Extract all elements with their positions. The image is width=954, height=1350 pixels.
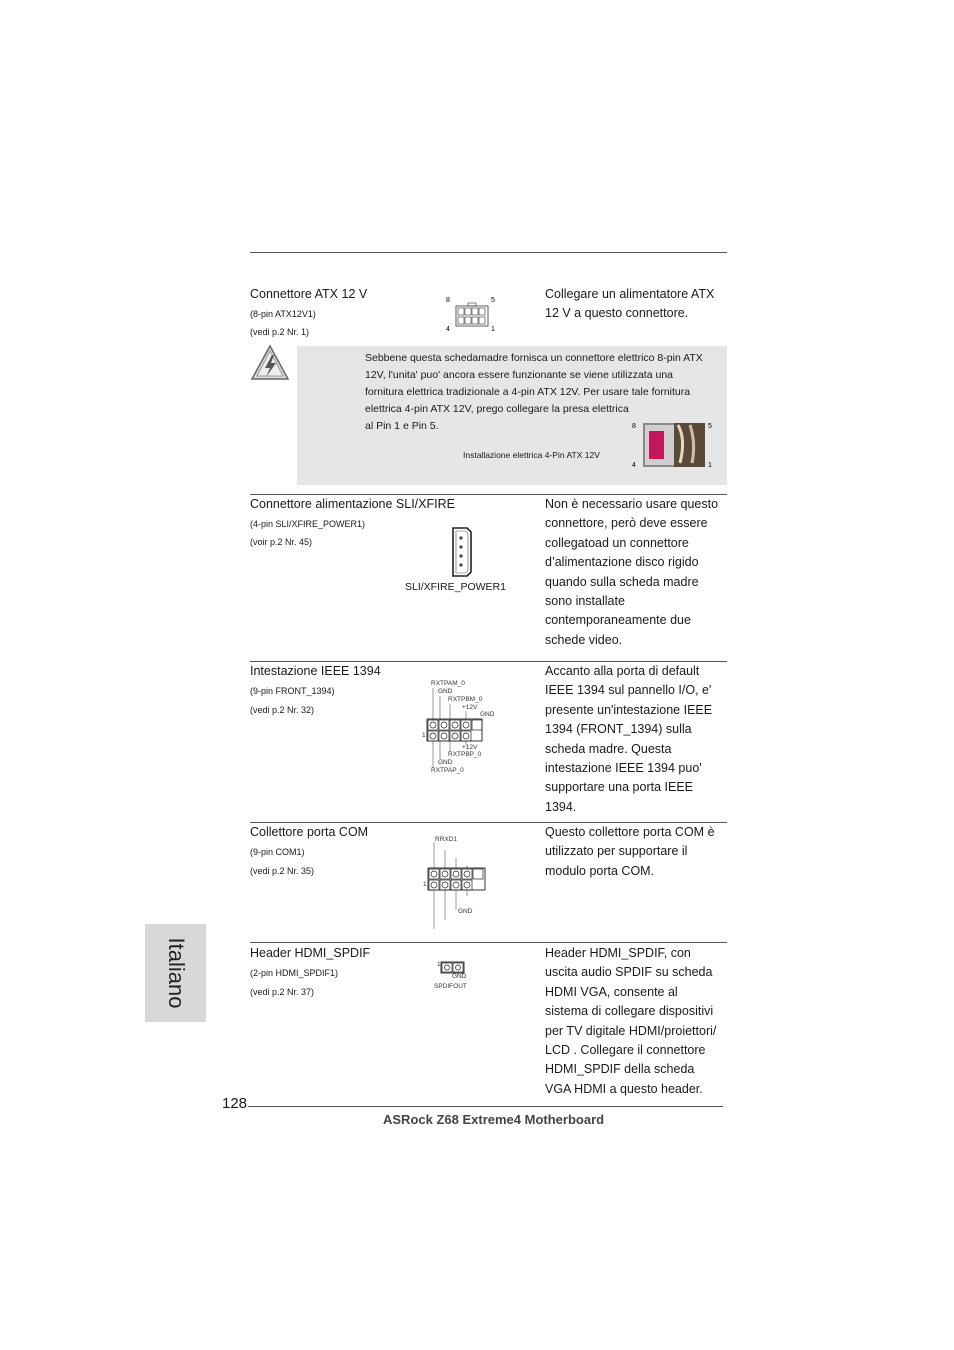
sli-desc-line: sono installate <box>545 594 625 609</box>
top-rule <box>250 252 727 253</box>
ieee-desc-line: scheda madre. Questa <box>545 741 672 756</box>
atx-4pin-photo <box>630 419 716 471</box>
ieee-label: RXTPBM_0 <box>448 696 483 703</box>
ieee-label: RXTPBP_0 <box>448 751 482 758</box>
hdmi-pin1: 1 <box>437 961 441 968</box>
ieee-label: +12V <box>462 704 478 711</box>
ieee-label: RXTPAM_0 <box>431 680 465 687</box>
hdmi-ref: (vedi p.2 Nr. 37) <box>250 987 315 997</box>
com-pin: (9-pin COM1) <box>250 847 305 857</box>
hdmi-desc-line: HDMI VGA, consente al <box>545 984 678 999</box>
atx-connector-diagram <box>444 293 504 335</box>
ieee-label: GND <box>438 688 453 695</box>
sli-connector-label: SLI/XFIRE_POWER1 <box>405 581 506 593</box>
sli-pin: (4-pin SLI/XFIRE_POWER1) <box>250 519 366 529</box>
com-desc-line: utilizzato per supportare il <box>545 844 688 859</box>
hdmi-pin: (2-pin HDMI_SPDIF1) <box>250 968 339 978</box>
ieee-desc-line: Accanto alla porta di default <box>545 664 700 678</box>
com-label: RRXD1 <box>435 836 458 843</box>
com-description <box>545 823 715 881</box>
footer-rule <box>248 1106 723 1107</box>
hdmi-header-diagram <box>434 958 474 994</box>
ieee-header-diagram <box>420 680 500 778</box>
sli-desc-line: contemporaneamente due <box>545 613 691 628</box>
sli-title: Connettore alimentazione SLI/XFIRE <box>250 497 455 511</box>
ieee-ref: (vedi p.2 Nr. 32) <box>250 705 315 715</box>
ieee-pin-grid <box>420 680 500 778</box>
note-caption: Installazione elettrica 4-Pin ATX 12V <box>463 450 600 460</box>
ieee-desc-line: 1394. <box>545 799 577 814</box>
photo-pin-1: 1 <box>708 462 712 469</box>
atx-ref: (vedi p.2 Nr. 1) <box>250 327 310 337</box>
atx-description <box>545 285 714 324</box>
atx-desc-line: 12 V a questo connettore. <box>545 306 689 321</box>
hdmi-desc-line: sistema di collegare dispositivi <box>545 1004 714 1019</box>
sli-desc-line: d’alimentazione disco rigido <box>545 555 699 570</box>
ieee-desc-line: 1394 (FRONT_1394) sulla <box>545 722 692 737</box>
atx-title: Connettore ATX 12 V <box>250 287 368 301</box>
atx-pin: (8-pin ATX12V1) <box>250 309 316 319</box>
hdmi-label: SPDIFOUT <box>434 983 467 990</box>
sli-description <box>545 495 718 650</box>
com-label: GND <box>458 908 473 915</box>
hdmi-pin-grid <box>434 958 474 978</box>
sli-desc-line: quando sulla scheda madre <box>545 574 699 589</box>
sli-desc-line: connettore, però deve essere <box>545 516 708 531</box>
com-ref: (vedi p.2 Nr. 35) <box>250 866 315 876</box>
ieee-label: GND <box>480 711 495 718</box>
atx-pin-8: 8 <box>446 297 450 304</box>
hdmi-desc-line: uscita audio SPDIF su scheda <box>545 965 713 980</box>
hdmi-label: GND <box>452 973 467 980</box>
ieee-title: Intestazione IEEE 1394 <box>250 664 381 678</box>
ieee-pin: (9-pin FRONT_1394) <box>250 686 335 696</box>
ieee-label: RXTPAP_0 <box>431 767 464 774</box>
hdmi-desc-line: HDMI_SPDIF della scheda <box>545 1062 695 1077</box>
note-line: fornitura elettrica tradizionale a 4-pin ATX 12V. Per usare tale fornitura <box>365 386 691 398</box>
ieee-label: GND <box>438 759 453 766</box>
com-title: Collettore porta COM <box>250 825 369 839</box>
sli-ref: (voir p.2 Nr. 45) <box>250 537 313 547</box>
atx-pin-5: 5 <box>491 297 495 304</box>
com-header-diagram <box>420 836 505 936</box>
hdmi-description <box>545 944 716 1099</box>
page-number: 128 <box>222 1095 248 1112</box>
photo-pin-4: 4 <box>632 462 636 469</box>
warning-icon <box>250 344 290 382</box>
com-pin-grid <box>420 836 505 936</box>
hdmi-desc-line: per TV digitale HDMI/proiettori/ <box>545 1023 717 1038</box>
language-tab <box>145 924 206 1022</box>
com-desc-line: modulo porta COM. <box>545 863 655 878</box>
sli-connector-diagram <box>450 526 474 578</box>
atx-pin-1: 1 <box>491 326 495 333</box>
sli-desc-line: collegatoad un connettore <box>545 535 689 550</box>
note-line: elettrica 4-pin ATX 12V, prego collegare la presa elettrica <box>365 403 629 415</box>
photo-pin-8: 8 <box>632 423 636 430</box>
atx-desc-line: Collegare un alimentatore ATX <box>545 287 715 301</box>
divider <box>250 942 727 943</box>
ieee-pin1: 1 <box>422 732 426 739</box>
ieee-label: +12V <box>462 744 478 751</box>
com-pin1: 1 <box>423 881 427 888</box>
ieee-desc-line: presente un'intestazione IEEE <box>545 702 713 717</box>
ieee-desc-line: intestazione IEEE 1394 puo' <box>545 761 702 776</box>
note-line: Sebbene questa schedamadre fornisca un connettore elettrico 8-pin ATX <box>365 352 703 364</box>
sli-desc-line: schede video. <box>545 632 623 647</box>
atx-pin-4: 4 <box>446 326 450 333</box>
hdmi-title: Header HDMI_SPDIF <box>250 946 371 960</box>
note-line: 12V, l'unita' puo' ancora essere funzionante se viene utilizzata una <box>365 369 674 381</box>
ieee-desc-line: IEEE 1394 sul pannello I/O, e' <box>545 683 712 698</box>
hdmi-desc-line: LCD . Collegare il connettore <box>545 1043 706 1058</box>
photo-pin-5: 5 <box>708 423 712 430</box>
sli-desc-line: Non è necessario usare questo <box>545 497 719 511</box>
language-tab-label: Italiano <box>163 937 189 1009</box>
ieee-description <box>545 662 712 817</box>
footer-brand: ASRock Z68 Extreme4 Motherboard <box>383 1112 605 1127</box>
note-line: al Pin 1 e Pin 5. <box>365 420 439 432</box>
ieee-desc-line: supportare una porta IEEE <box>545 780 694 795</box>
hdmi-desc-line: VGA HDMI a questo header. <box>545 1081 703 1096</box>
com-desc-line: Questo collettore porta COM è <box>545 825 715 839</box>
hdmi-desc-line: Header HDMI_SPDIF, con <box>545 946 691 960</box>
